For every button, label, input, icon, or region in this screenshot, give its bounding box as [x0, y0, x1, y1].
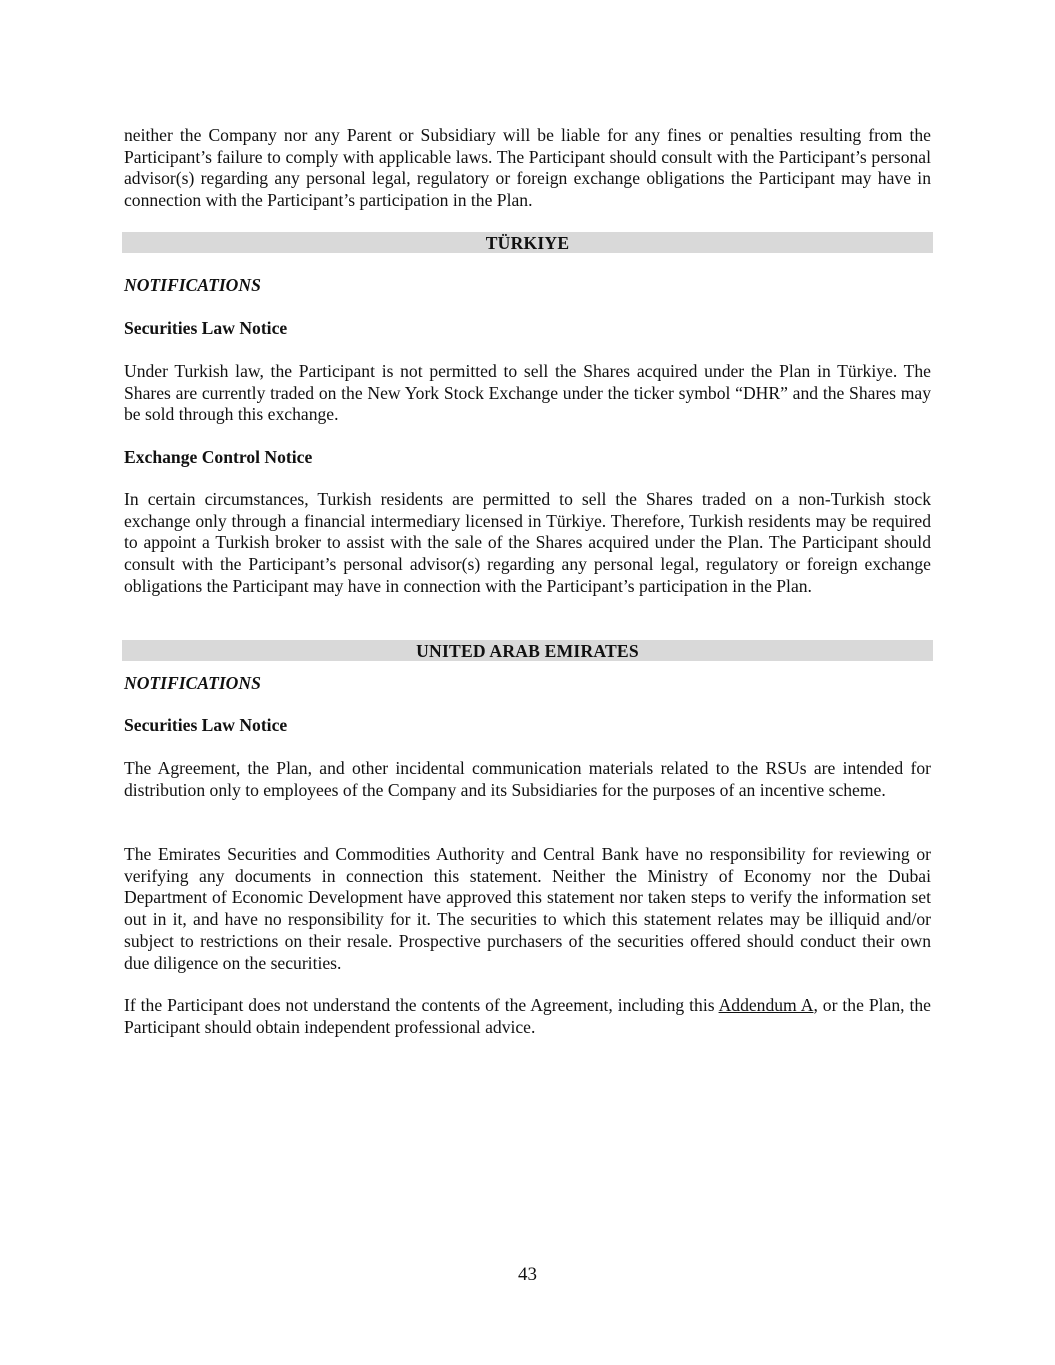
page-number: 43: [518, 1264, 537, 1285]
uae-paragraph-3-after: , or the Plan, the Participant should obtain independent professional advice.: [124, 995, 931, 1037]
addendum-a-reference: Addendum A: [718, 995, 814, 1015]
uae-paragraph-3: [124, 995, 931, 1038]
section-header-uae: UNITED ARAB EMIRATES: [122, 640, 933, 661]
turkiye-exchange-heading: Exchange Control Notice: [124, 447, 313, 467]
uae-notifications-label: NOTIFICATIONS: [124, 673, 261, 693]
turkiye-securities-heading: Securities Law Notice: [124, 318, 288, 338]
turkiye-notifications-label: NOTIFICATIONS: [124, 275, 261, 295]
uae-paragraph-3-before: If the Participant does not understand the contents of the Agreement, including this: [124, 995, 719, 1015]
uae-paragraph-2: The Emirates Securities and Commodities Authority and Central Bank have no responsibility for reviewing or verifying any documents in connection this statement. Neither the Ministry of Economy nor the Dubai Department of Economic Development have approved this statement nor taken steps to verify the information set out in it, and have no responsibility for it. The securities to which this statement relates may be illiquid and/or subject to restrictions on their resale. Prospective purchasers of the securities offered should conduct their own due diligence on the securities.: [124, 844, 931, 973]
intro-paragraph: neither the Company nor any Parent or Subsidiary will be liable for any fines or penalties resulting from the Participant’s failure to comply with applicable laws. The Participant should consult with the Participant’s personal advisor(s) regarding any personal legal, regulatory or foreign exchange obligations the Participant may have in connection with the Participant’s participation in the Plan.: [124, 125, 931, 211]
turkiye-securities-text: Under Turkish law, the Participant is not permitted to sell the Shares acquired under the Plan in Türkiye. The Shares are currently traded on the New York Stock Exchange under the ticker symbol “DHR” and the Shares may be sold through this exchange.: [124, 361, 931, 425]
uae-securities-heading: Securities Law Notice: [124, 715, 288, 735]
turkiye-exchange-text: In certain circumstances, Turkish residents are permitted to sell the Shares traded on a non-Turkish stock exchange only through a financial intermediary licensed in Türkiye. Therefore, Turkish residents may be required to appoint a Turkish broker to assist with the sale of the Shares acquired under the Plan. The Participant should consult with the Participant’s personal advisor(s) regarding any personal legal, regulatory or foreign exchange obligations the Participant may have in connection with the Participant’s participation in the Plan.: [124, 489, 931, 596]
section-header-turkiye: TÜRKIYE: [122, 232, 933, 253]
uae-paragraph-1: The Agreement, the Plan, and other incidental communication materials related to the RSUs are intended for distribution only to employees of the Company and its Subsidiaries for the purposes of an incentive scheme.: [124, 758, 931, 800]
